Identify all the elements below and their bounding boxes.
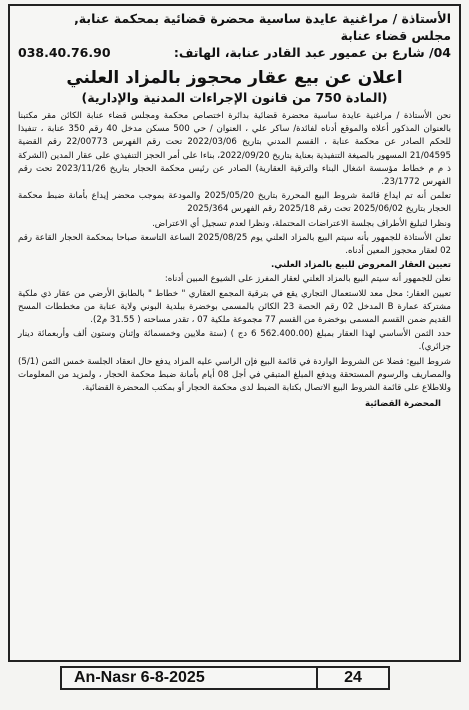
paragraph-sale-conditions: شروط البيع: فضلا عن الشروط الواردة في قائمة البيع فإن الراسي عليه المزاد يدفع حال انعقاد الجلسة خمس الثمن (5/1) والمصاريف والرسوم المستحقة ويدفع المبلغ المتبقي في أجل 08 أيام بأمانة ضبط محكمة الحجار ، ولمزيد من المعلومات وللاطلاع على قائمة الشروط البيع الاتصال بكتابة الضبط لدى محكمة الحجار أو بمكتب المحضرة القضائية. — [18, 356, 451, 394]
paragraph-base-price: حدد الثمن الأساسي لهذا العقار بمبلغ (562.400.00 6 دج ) (ستة ملايين وخمسمائة وإثنان وستون ألف وأربعمائة دينار جزائري). — [18, 329, 452, 353]
paragraph-intro: نحن الأستاذة / مراغنية عايدة ساسية محضرة قضائية بدائرة اختصاص محكمة ومجلس قضاء عنابة الكائن مقر مكتبنا بالعنوان المذكور أعلاه والموقع أدناه لفائدة/ ساكر علي ، العنوان / حي 500 مسكن مدخل 40 رقم 350 عنابة ، تنفيذا للحكم الصادر عن محكمة عنابة ، القسم المدني بتاريخ 2022/03/06 تحت رقم الفهرس 22/00773 رقم القضية 21/04595 المسهور بالصيغة التنفيذية بعناية بتاريخ 2022/09/20، بناءا على أمر الحجز التنفيذي على عقار المدين (الشركة ذ م م خطاط مؤسسة اشغال البناء والترقية العقارية) الصادر عن رئيس محكمة الحجار بتاريخ 2023/11/26 تحت رقم الفهرس 23/1772. — [18, 111, 452, 188]
page-number: 24 — [316, 668, 388, 688]
paragraph-objections: ونظرا لتبليغ الأطراف بجلسة الاعتراضات المحتملة، ونظرا لعدم تسجيل أي الاعتراض. — [152, 218, 451, 229]
signature: المحضرة القضائية — [364, 399, 441, 410]
paragraph-announcement: نعلن للجمهور أنه سيتم البيع بالمزاد العلني لعقار المفرز على الشيوع المبين أدناه: — [164, 274, 451, 285]
paragraph-deposit: تعلمن أنه تم ايداع قائمة شروط البيع المحررة بتاريخ 2025/05/20 والمودعة بموجب محضر إيداع بأمانة ضبط محكمة الحجار بتاريخ 2025/06/02 تحت رقم 2025/18 رقم الفهرس 2025/364 — [18, 191, 451, 215]
paragraph-auction-date: تعلن الأستاذة للجمهور بأنه سيتم البيع بالمزاد العلني يوم 2025/08/25 الساعة التاسعة صباحا بمحكمة الحجار القاعة رقم 02 لعقار محجوز المعين أدناه. — [18, 232, 451, 257]
phone-number: 038.40.76.90 — [18, 45, 111, 60]
address: 04/ شارع بن عميور عبد القادر عنابة، الهاتف: — [173, 45, 451, 60]
page-footer — [60, 666, 390, 690]
publication-date: An-Nasr 6-8-2025 — [74, 669, 205, 686]
court-council: مجلس قضاء عنابة — [340, 28, 451, 43]
legal-notice-box — [8, 4, 461, 662]
bailiff-name: الأستاذة / مراغنية عايدة ساسية محضرة قضائية بمحكمة عنابة, — [74, 11, 451, 26]
address-row — [18, 44, 451, 62]
paragraph-property-heading: تعيين العقار المعروض للبيع بالمزاد العلني. — [271, 260, 451, 271]
notice-title: اعلان عن بيع عقار محجوز بالمزاد العلني — [66, 68, 403, 88]
paragraph-property-description: تعيين العقار: محل معد للاستعمال التجاري يقع في بترقية المجمع العقاري " خطاط " بالطابق الأرضي من عقار ذي ملكية مشتركة عمارة B المدخل 02 رقم الحصة 23 الكائن بالمسمى بوخضرة ببلدية البوني ولاية عنابة من مخططات المسح القديم ضمن القسم المسمى بوخضرة من القسم 77 مجموعة ملكية 07 ، تقدر مساحته ( 31.55 م2). — [18, 288, 451, 326]
notice-subtitle: (المادة 750 من قانون الإجراءات المدنية والإدارية) — [81, 90, 388, 105]
